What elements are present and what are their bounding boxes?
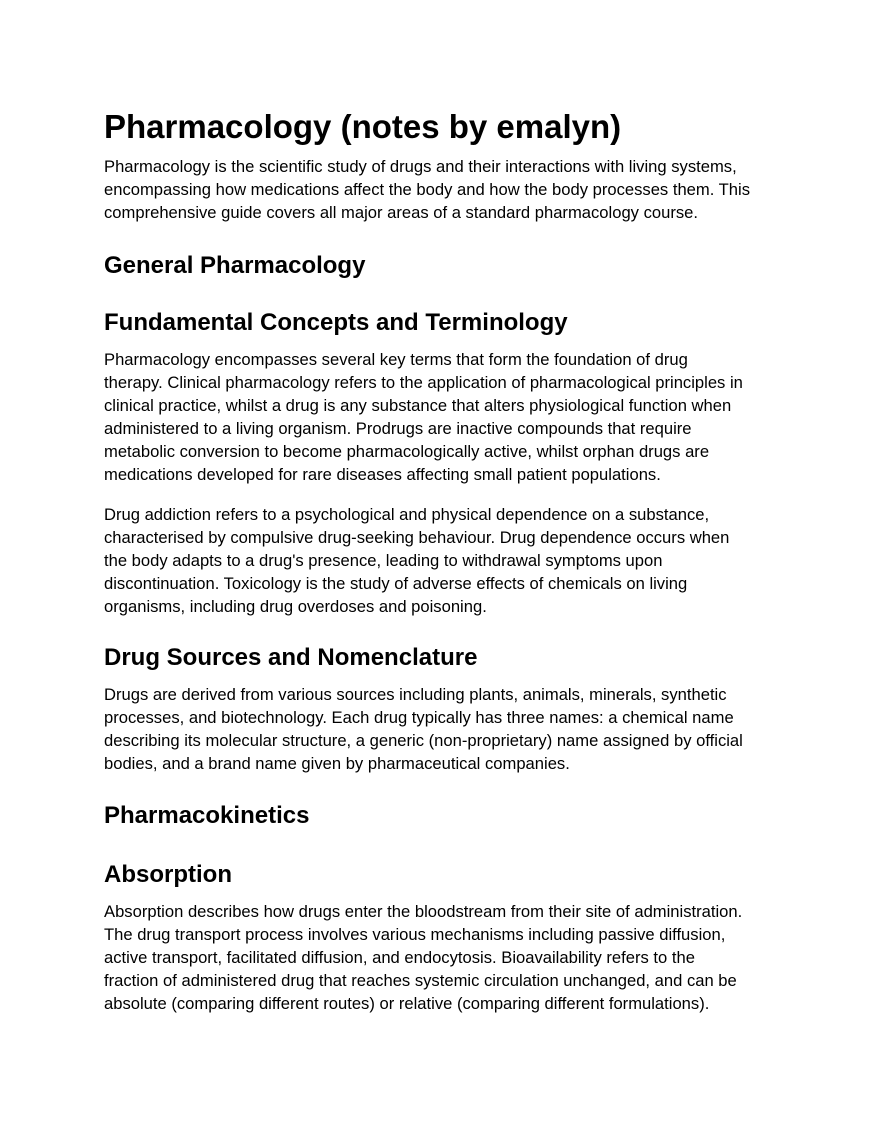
- text-line: describing its molecular structure, a generic (non-proprietary) name assigned by official: [104, 731, 743, 750]
- text-line: Drugs are derived from various sources including plants, animals, minerals, synthetic: [104, 685, 727, 704]
- text-line: Drug addiction refers to a psychological and physical dependence on a substance,: [104, 505, 710, 524]
- text-line: clinical practice, whilst a drug is any substance that alters physiological function when: [104, 396, 732, 415]
- heading-fundamental-concepts: Fundamental Concepts and Terminology: [104, 309, 568, 336]
- text-line: discontinuation. Toxicology is the study of adverse effects of chemicals on living: [104, 574, 688, 593]
- heading-absorption: Absorption: [104, 861, 232, 888]
- fundamental-paragraph-2: [104, 503, 729, 618]
- text-line: bodies, and a brand name given by pharmaceutical companies.: [104, 754, 570, 773]
- text-line: organisms, including drug overdoses and poisoning.: [104, 597, 487, 616]
- text-line: administered to a living organism. Prodrugs are inactive compounds that require: [104, 419, 692, 438]
- absorption-paragraph: [104, 900, 742, 1015]
- text-line: The drug transport process involves various mechanisms including passive diffusion,: [104, 925, 726, 944]
- heading-drug-sources: Drug Sources and Nomenclature: [104, 644, 478, 671]
- text-line: processes, and biotechnology. Each drug typically has three names: a chemical name: [104, 708, 734, 727]
- text-line: encompassing how medications affect the body and how the body processes them. This: [104, 180, 750, 199]
- text-line: fraction of administered drug that reaches systemic circulation unchanged, and can be: [104, 971, 737, 990]
- text-line: comprehensive guide covers all major areas of a standard pharmacology course.: [104, 203, 698, 222]
- page-title: Pharmacology (notes by emalyn): [104, 108, 622, 145]
- text-line: metabolic conversion to become pharmacologically active, whilst orphan drugs are: [104, 442, 710, 461]
- heading-pharmacokinetics: Pharmacokinetics: [104, 802, 310, 829]
- sources-paragraph: [104, 683, 743, 775]
- text-line: Absorption describes how drugs enter the bloodstream from their site of administration.: [104, 902, 743, 921]
- text-line: Pharmacology encompasses several key terms that form the foundation of drug: [104, 350, 688, 369]
- text-line: absolute (comparing different routes) or relative (comparing different formulations).: [104, 994, 710, 1013]
- text-line: the body adapts to a drug's presence, leading to withdrawal symptoms upon: [104, 551, 663, 570]
- fundamental-paragraph-1: [104, 348, 743, 486]
- text-line: therapy. Clinical pharmacology refers to the application of pharmacological principles in: [104, 373, 743, 392]
- text-line: active transport, facilitated diffusion, and endocytosis. Bioavailability refers to the: [104, 948, 695, 967]
- heading-general-pharmacology: General Pharmacology: [104, 252, 366, 279]
- text-line: Pharmacology is the scientific study of drugs and their interactions with living systems,: [104, 157, 737, 176]
- text-line: characterised by compulsive drug-seeking behaviour. Drug dependence occurs when: [104, 528, 730, 547]
- text-line: medications developed for rare diseases affecting small patient populations.: [104, 465, 661, 484]
- intro-paragraph: [104, 155, 750, 224]
